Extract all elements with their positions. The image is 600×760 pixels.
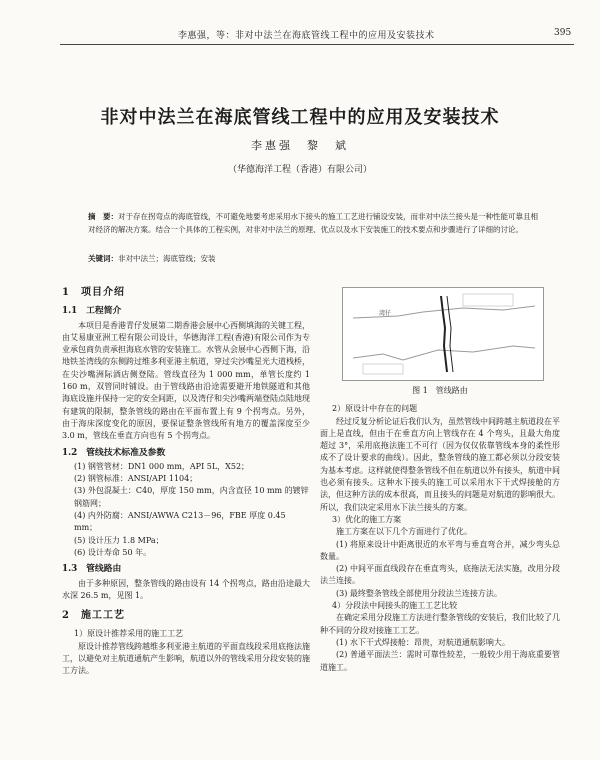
- route-map-image: [343, 288, 543, 380]
- section-1-heading: 1 项目介绍: [62, 287, 125, 298]
- running-title: 李惠强，等：非对中法兰在海底管线工程中的应用及安装技术: [178, 31, 435, 41]
- section-1-3-paragraph: 由于多种原因，整条管线的路由设有 14 个拐弯点，路由沿途最大水深 26.5 m，见图 1。: [62, 578, 310, 600]
- keywords-text: 非对中法兰；海底管线；安装: [118, 254, 216, 263]
- optimization-item: (1) 将原来设计中距离很近的水平弯与垂直弯合并，减少弯头总数量。: [320, 539, 560, 561]
- abstract-label: 摘 要：: [88, 212, 118, 221]
- comparison-item: (2) 普通平面法兰：需时可靠性较差，一般较少用于海底重要管道施工。: [320, 650, 560, 672]
- section-2-paragraph: 原设计推荐管线跨越维多利亚港主航道的平面直线段采用底拖法施工，以避免对主航道通航产生影响，航道以外的管线采用分段安装的施工方法。: [62, 641, 310, 676]
- abstract-text: 对于存在拐弯点的海底管线，不可避免地要考虑采用水下接头的施工工艺进行铺设安装，而非对中法兰接头是一种性能可靠且相对经济的解决方案。结合一个具体的工程实例，对非对中法兰的原理、优点以及水下安装施工的技术要点和步骤进行了详细的讨论。: [88, 212, 538, 234]
- keywords-label: 关键词：: [88, 254, 118, 263]
- comparison-intro: 在确定采用分段施工方法进行整条管线的安装后，我们比较了几种不同的分段对接施工工艺。: [320, 613, 560, 635]
- spec-item: (6) 设计寿命 50 年。: [74, 547, 152, 557]
- spec-item: (5) 设计压力 1.8 MPa；: [74, 535, 164, 545]
- header-rule: [60, 44, 574, 45]
- spec-item: (1) 钢管管材：DN1 000 mm，API 5L，X52；: [74, 461, 250, 471]
- spec-item: (3) 外包混凝土：C40，厚度 150 mm，内含直径 10 mm 的镀锌钢筋网；: [74, 486, 309, 508]
- section-1-3-heading: 1.3 管线路由: [62, 564, 122, 575]
- abstract: [88, 210, 544, 236]
- comparison-item: (1) 水下干式焊接舱：昂贵，对航道通航影响大。: [336, 637, 510, 647]
- optimization-item: (2) 中间平面直线段存在垂直弯头，底拖法无法实施，改用分段法兰连接。: [320, 564, 560, 586]
- affiliation: （华德海洋工程（香港）有限公司）: [227, 165, 372, 175]
- section-1-1-paragraph: 本项目是香港青仔发展第二期香港会展中心西侧填海的关键工程，由艾易康亚洲工程有限公司设计，华德海洋工程(香港)有限公司作为专业承包商负责承担海底水管的安装施工。水管从会展中心西侧下海，沿地铁荃湾线的东侧跨过维多利亚港主航道，穿过尖沙嘴星光大道栈桥，在尖沙嘴洲际酒店侧登陆。管线直径为 1 000 mm，单管长度约 1 160 m，双管同时铺设。由于管线路由沿途需要避开地铁隧道和其他海底设施并保持一定的安全间距，以及湾仔和尖沙嘴两端登陆点陆地现有建筑的限制，整条管线的路由在平面布置上有 9 个拐弯点。另外，由于海床深度变化的原因，要保证整条管线所有地方的覆盖深度至少 3.0 m，管线在垂直方向也有 5 个拐弯点。: [62, 320, 310, 441]
- item-2-heading: 2）原设计中存在的问题: [332, 404, 418, 414]
- section-1-1-heading: 1.1 工程简介: [62, 306, 122, 317]
- figure-caption: 图 1 管线路由: [412, 386, 468, 395]
- left-column: [62, 287, 310, 678]
- running-header: [0, 26, 600, 42]
- authors: 李惠强 黎 斌: [251, 139, 349, 152]
- article-title: 非对中法兰在海底管线工程中的应用及安装技术: [100, 107, 500, 128]
- spec-item: (2) 钢管标准：ANSI/API 1104；: [74, 474, 198, 484]
- section-1-2-heading: 1.2 管线技术标准及参数: [62, 447, 166, 458]
- item-4-heading: 4）分段法中间接头的施工工艺比较: [332, 601, 458, 611]
- item-3-heading: 3）优化的施工方案: [332, 514, 402, 524]
- figure-label: 湾仔: [379, 310, 392, 317]
- keywords: [88, 253, 544, 264]
- route-map-figure: [342, 287, 544, 381]
- page-number: 395: [554, 28, 572, 38]
- optimization-intro: 施工方案在以下几个方面进行了优化。: [336, 527, 472, 537]
- spec-item: (4) 内外防腐：ANSI/AWWA C213－96，FBE 厚度 0.45 mm；: [74, 511, 286, 533]
- section-2-heading: 2 施工工艺: [62, 610, 125, 622]
- problem-paragraph: 经过反复分析论证后我们认为，虽然管线中间跨越主航道段在平面上是直线，但由于在垂直方向上管线存在 4 个弯头，且最大角度超过 3°，采用底拖法施工不可行（因为仅仅依靠管线本身的柔性形成不了设计要求的曲线）。因此，整条管线的施工都必须以分段安装为基本考虑。这样就使得整条管线不但在航道以外有接头，航道中间也必须有接头。这种水下接头的施工可以采用水下干式焊接舱的方法，但这种方法的成本很高，而且接头的问题是对航道的影响很大。所以，我们决定采用水下法兰接头的方案。: [320, 416, 560, 512]
- optimization-item: (3) 最终整条管线全部使用分段法兰连接方法。: [336, 588, 502, 598]
- right-column: [320, 287, 560, 674]
- section-2-item-1: 1）原设计推荐采用的施工工艺: [74, 629, 184, 639]
